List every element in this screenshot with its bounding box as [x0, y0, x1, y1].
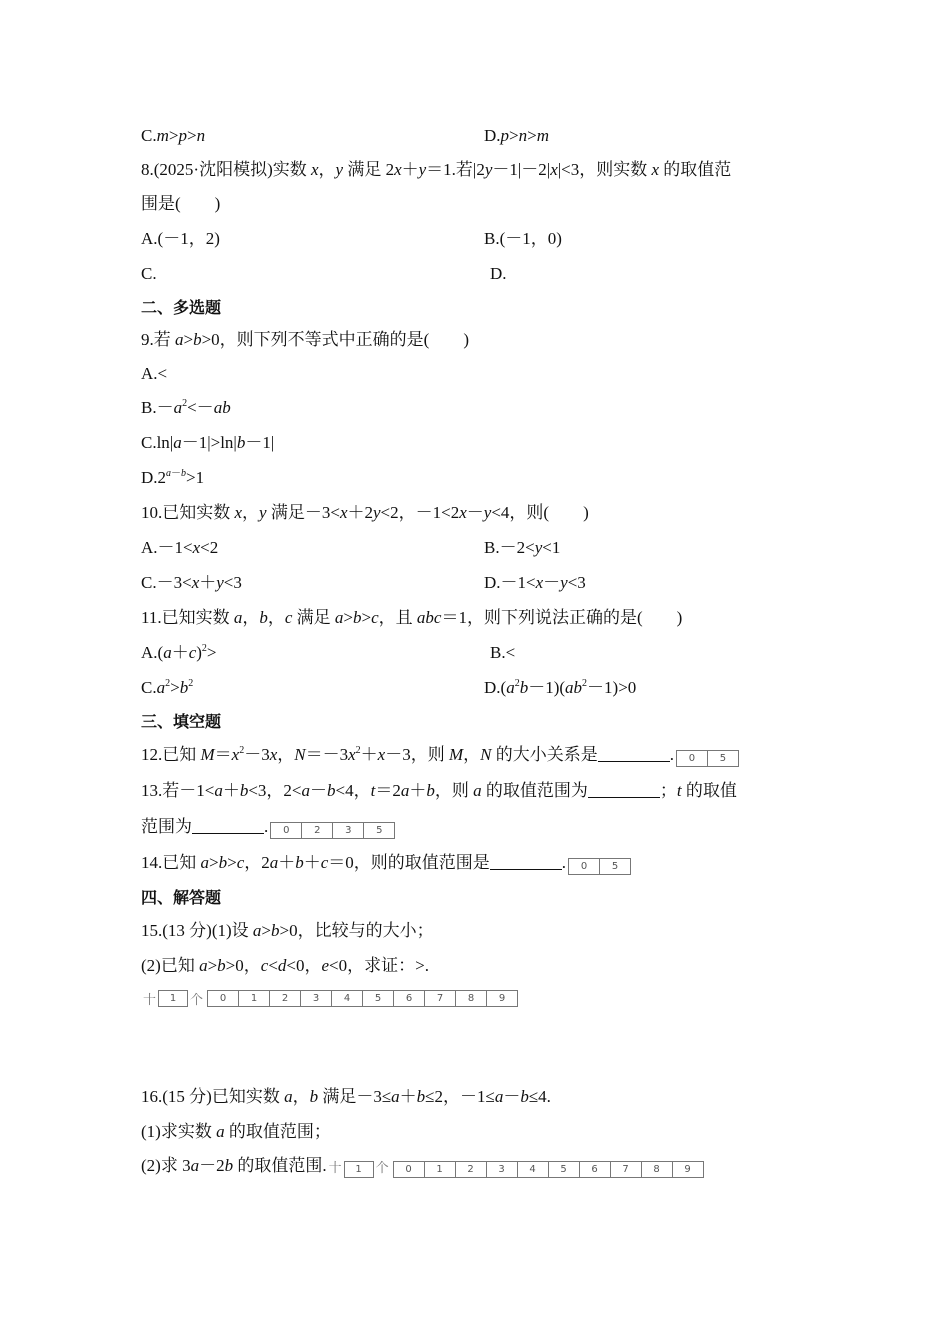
q16-stem-line1: 16.(15 分)已知实数 a，b 满足－3≤a＋b≤2，－1≤a－b≤4. — [141, 1087, 551, 1106]
q9-option-c: C.ln|a－1|>ln|b－1| — [141, 433, 275, 452]
q13-stem-line1: 13.若－1<a＋b<3，2<a－b<4，t＝2a＋b，则 a 的取值范围为 ；t 的取值 — [141, 781, 737, 800]
q7-option-c: C.m>p>n — [141, 126, 206, 145]
score-cell[interactable]: 0 — [676, 750, 708, 767]
q9-option-d: $D.2^{a-b}>1$ — [141, 468, 205, 487]
score-cell[interactable]: 4 — [332, 990, 363, 1007]
q8-stem-line2: 围是( ) — [141, 194, 221, 213]
q13-answer-blank-a[interactable] — [588, 781, 660, 798]
score-cell[interactable]: 7 — [611, 1161, 642, 1178]
q8-option-c: C. — [141, 264, 157, 283]
score-cell[interactable]: 3 — [301, 990, 332, 1007]
score-cell[interactable]: 2 — [456, 1161, 487, 1178]
q10-option-c: C.－3<x＋y<3 — [141, 573, 242, 592]
q8-stem-line1: 8.(2025·沈阳模拟)实数 x，y 满足 2x＋y＝1.若|2y－1|－2|x|<3，则实数 x 的取值范 — [141, 160, 732, 179]
q16-score-grid — [327, 1158, 704, 1180]
q13-answer-blank-t[interactable] — [192, 817, 264, 834]
ones-score-cells — [207, 990, 518, 1007]
section-heading-solution: 四、解答题 — [141, 888, 222, 907]
score-cell[interactable]: 3 — [333, 822, 364, 839]
q9-stem: 9.若 a>b>0，则下列不等式中正确的是( ) — [141, 330, 470, 349]
q15-score-grid — [141, 989, 518, 1008]
q14-answer-blank[interactable] — [490, 853, 562, 870]
q11-option-d: $D.(a^2b-1)(ab^2-1)>0$ — [484, 678, 637, 697]
q16-stem-line2: (1)求实数 a 的取值范围； — [141, 1122, 331, 1141]
q15-stem-line1: 15.(13 分)(1)设 a>b>0，比较与的大小； — [141, 921, 434, 940]
q11-option-c: $C.a^2>b^2$ — [141, 678, 194, 697]
score-cell[interactable]: 5 — [708, 750, 739, 767]
q8-option-d: D. — [490, 264, 507, 283]
score-cell[interactable]: 6 — [394, 990, 425, 1007]
tens-cell[interactable]: 1 — [158, 990, 188, 1007]
ones-label: 个 — [375, 1161, 389, 1176]
ones-label: 个 — [190, 993, 204, 1008]
tens-label: 十 — [143, 993, 157, 1008]
q13-score-box — [270, 822, 395, 839]
tens-cell[interactable]: 1 — [344, 1161, 374, 1178]
q8-option-b: B.(－1，0) — [484, 229, 562, 248]
q10-option-a: A.－1<x<2 — [141, 538, 219, 557]
tens-label: 十 — [328, 1161, 342, 1176]
score-cell[interactable]: 9 — [487, 990, 518, 1007]
q9-option-b: $B.-a^2<-ab$ — [141, 398, 231, 417]
score-cell[interactable]: 7 — [425, 990, 456, 1007]
score-cell[interactable]: 0 — [270, 822, 302, 839]
score-cell[interactable]: 6 — [580, 1161, 611, 1178]
score-cell[interactable]: 8 — [642, 1161, 673, 1178]
score-cell[interactable]: 0 — [393, 1161, 425, 1178]
q8-option-a: A.(－1，2) — [141, 229, 220, 248]
section-heading-fill-in: 三、填空题 — [141, 712, 222, 731]
q12-answer-blank[interactable] — [598, 745, 670, 762]
q10-option-b: B.－2<y<1 — [484, 538, 561, 557]
score-cell[interactable]: 8 — [456, 990, 487, 1007]
score-cell[interactable]: 9 — [673, 1161, 704, 1178]
score-cell[interactable]: 2 — [302, 822, 333, 839]
score-cell[interactable]: 5 — [363, 990, 394, 1007]
score-cell[interactable]: 3 — [487, 1161, 518, 1178]
q11-option-b: B.< — [490, 643, 516, 662]
q13-stem-line2: 范围为 . 0 2 3 5 — [141, 816, 395, 839]
score-cell[interactable]: 1 — [239, 990, 270, 1007]
q12-score-box — [676, 750, 739, 767]
score-cell[interactable]: 5 — [364, 822, 395, 839]
score-cell[interactable]: 2 — [270, 990, 301, 1007]
score-cell[interactable]: 0 — [207, 990, 239, 1007]
q10-stem: 10.已知实数 x，y 满足－3<x＋2y<2，－1<2x－y<4，则( ) — [141, 503, 589, 522]
score-cell[interactable]: 1 — [425, 1161, 456, 1178]
q10-option-d: D.－1<x－y<3 — [484, 573, 586, 592]
q11-stem: 11.已知实数 a，b，c 满足 a>b>c，且 abc＝1，则下列说法正确的是( ) — [141, 608, 683, 627]
q9-option-a: A.< — [141, 364, 168, 383]
q12-stem: 12.已知 $M=x^2-3x$，$N=-3x^2+x-3$，则 M，N 的大小关系是 . 0 5 — [141, 744, 739, 767]
q14-score-box — [568, 858, 631, 875]
score-cell[interactable]: 5 — [549, 1161, 580, 1178]
q16-stem-line3: (2)求 3a－2b 的取值范围. 十 1 个 0 1 2 3 4 5 6 7 8 9 — [141, 1155, 704, 1180]
q11-option-a: $A.(a+c)^2>$ — [141, 643, 217, 662]
q15-stem-line2: (2)已知 a>b>0，c<d<0，e<0，求证：>. — [141, 956, 429, 975]
score-cell[interactable]: 0 — [568, 858, 600, 875]
section-heading-multiple-choice: 二、多选题 — [141, 298, 222, 317]
score-cell[interactable]: 4 — [518, 1161, 549, 1178]
q7-option-d: D.p>n>m — [484, 126, 549, 145]
q14-stem: 14.已知 a>b>c，2a＋b＋c＝0，则的取值范围是 . 0 5 — [141, 852, 631, 875]
ones-score-cells — [393, 1161, 704, 1178]
score-cell[interactable]: 5 — [600, 858, 631, 875]
